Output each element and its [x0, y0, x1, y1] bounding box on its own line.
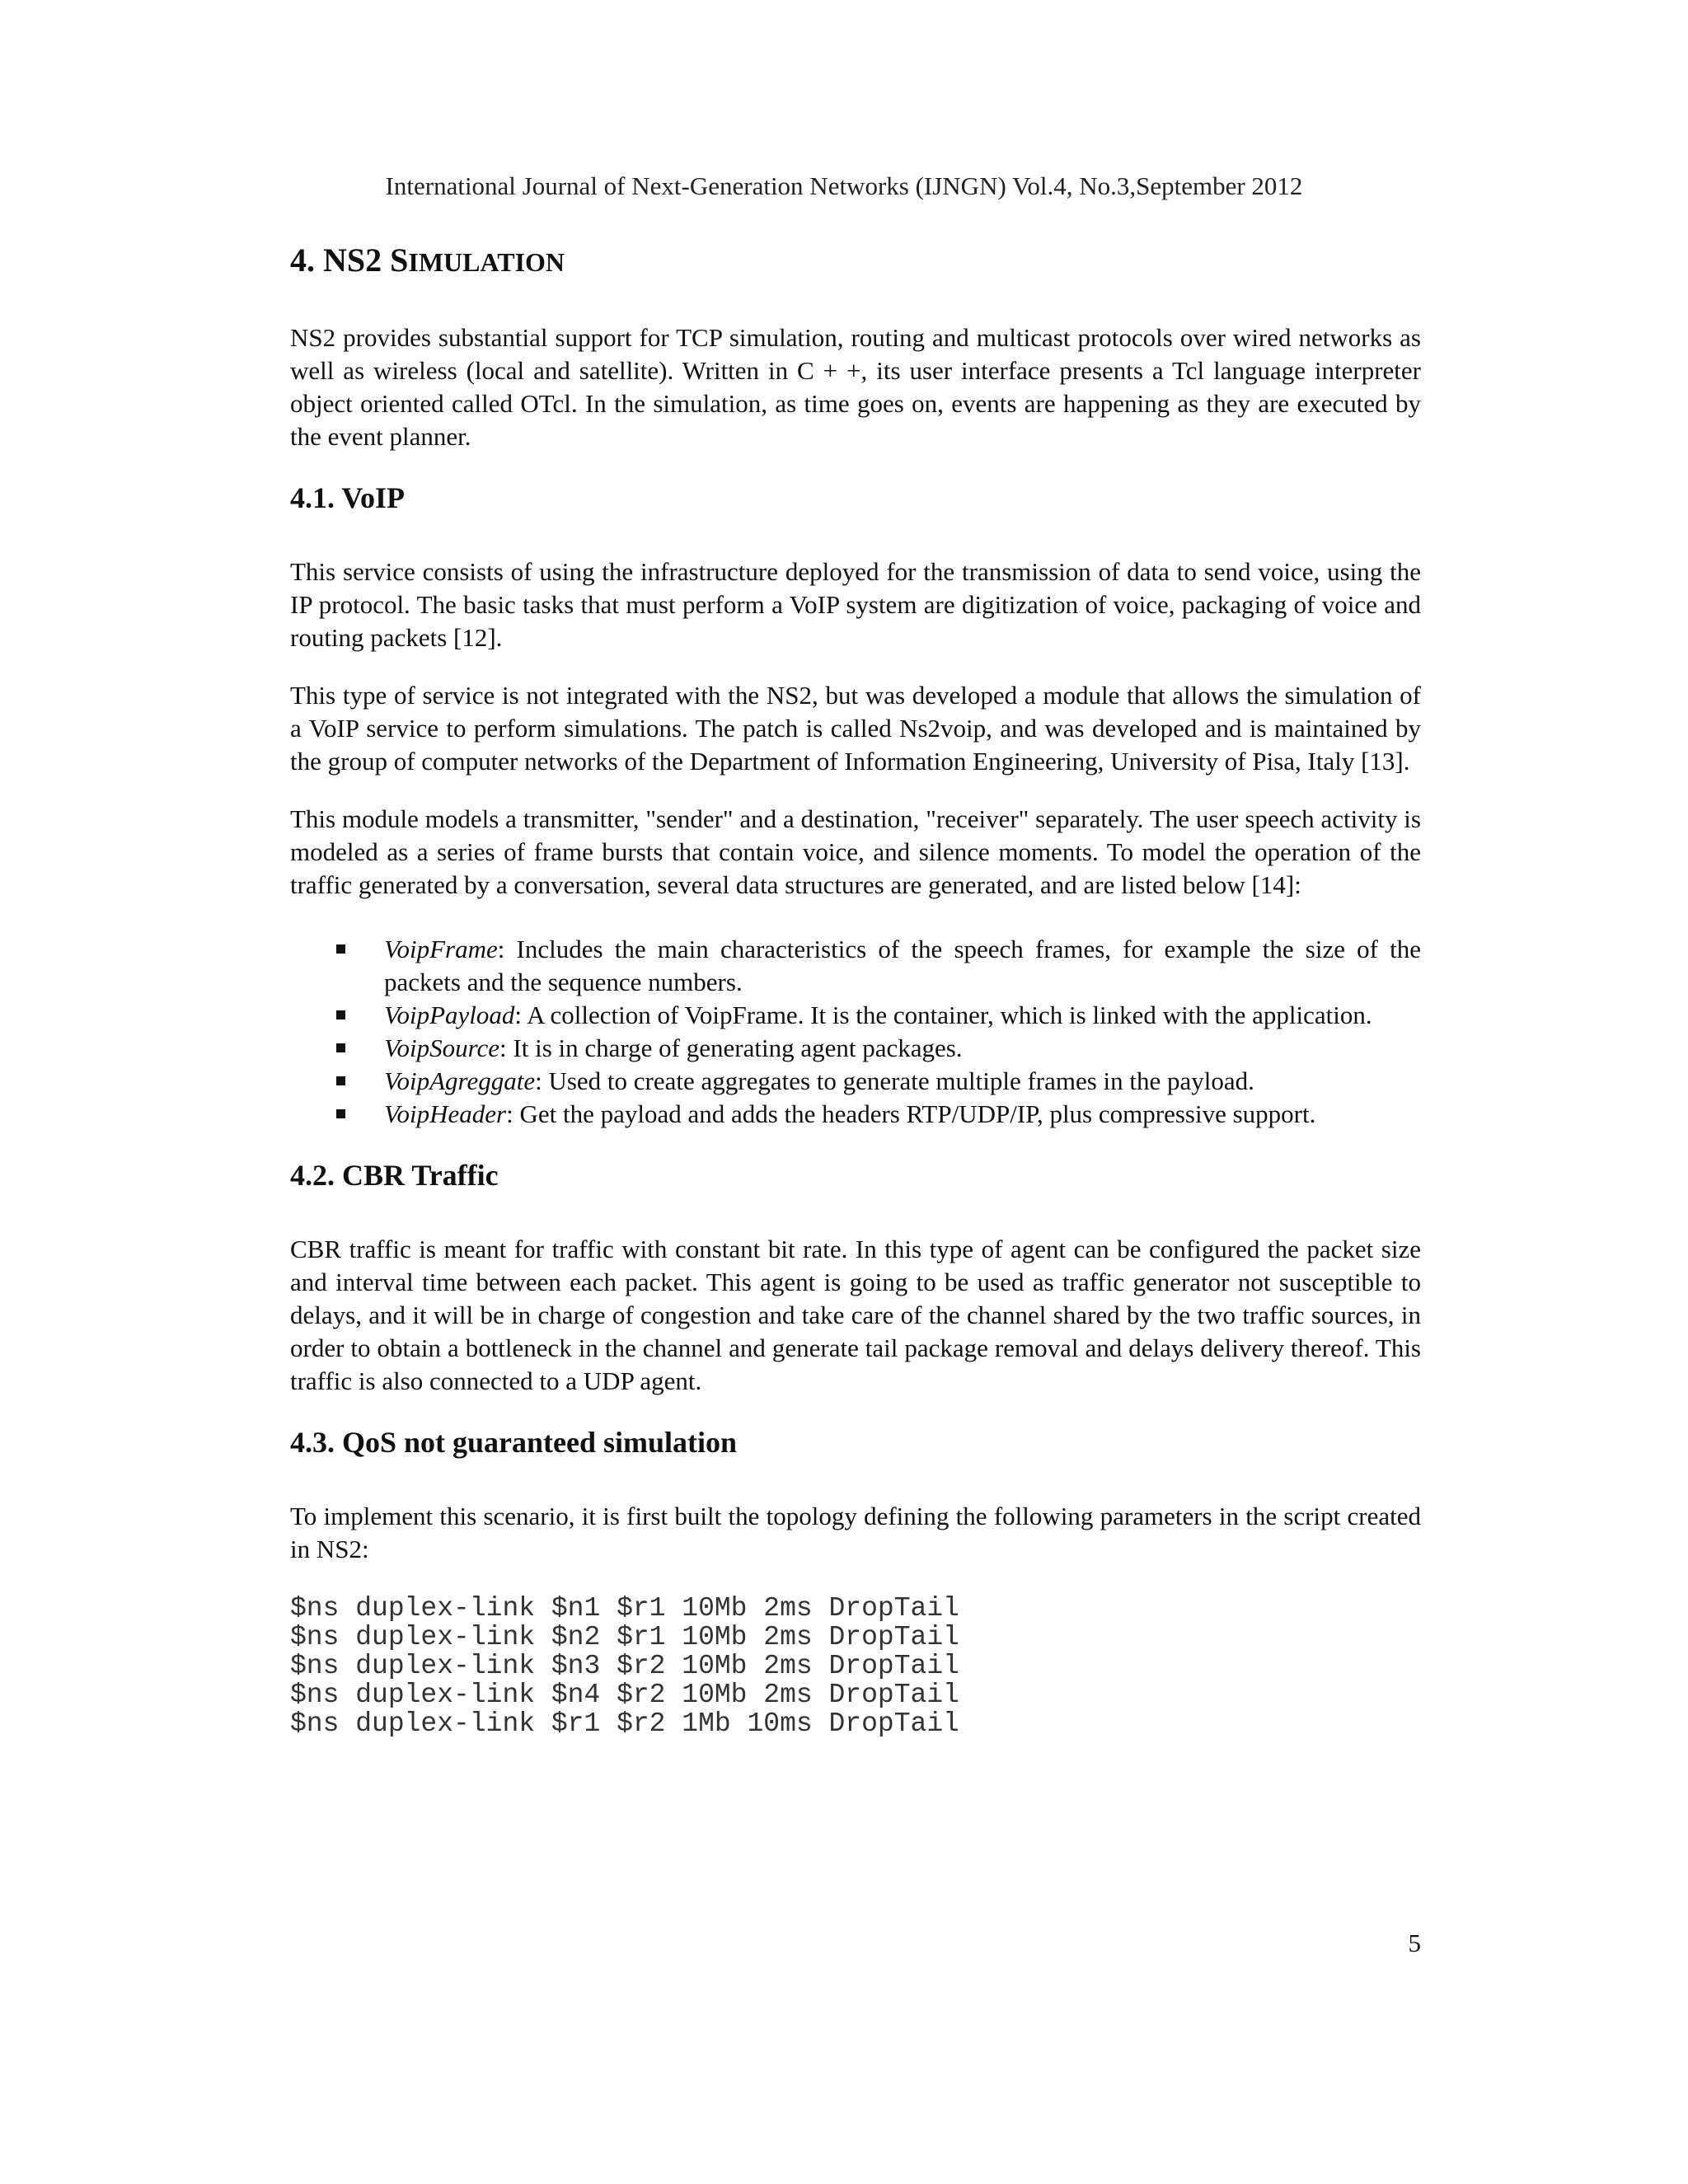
list-item-term: VoipSource	[384, 1033, 500, 1062]
list-item	[290, 1098, 1421, 1131]
code-line: $ns duplex-link $n1 $r1 10Mb 2ms DropTail	[290, 1593, 959, 1624]
code-line: $ns duplex-link $n2 $r1 10Mb 2ms DropTail	[290, 1622, 959, 1652]
list-item-text: : Get the payload and adds the headers RTP/UDP/IP, plus compressive support.	[506, 1099, 1316, 1128]
cbr-paragraph: CBR traffic is meant for traffic with constant bit rate. In this type of agent can be configured the packet size and interval time between each packet. This agent is going to be used as traffic generator not susceptible to delays, and it will be in charge of congestion and take care of the channel shared by the two traffic sources, in order to obtain a bottleneck in the channel and generate tail package removal and delays delivery thereof. This traffic is also connected to a UDP agent.	[290, 1235, 1421, 1395]
list-item-text: : Used to create aggregates to generate multiple frames in the payload.	[535, 1066, 1254, 1095]
list-item	[290, 1065, 1421, 1098]
running-header: International Journal of Next-Generation Networks (IJNGN) Vol.4, No.3,September 2012	[385, 171, 1303, 200]
voip-structures-list	[290, 933, 1421, 1131]
section-4-3-heading: 4.3. QoS not guaranteed simulation	[290, 1426, 738, 1459]
section-4-paragraph: NS2 provides substantial support for TCP simulation, routing and multicast protocols over wired networks as well as wireless (local and satellite). Written in C + +, its user interface presents a Tcl language interpreter object oriented called OTcl. In the simulation, as time goes on, events are happening as they are executed by the event planner.	[290, 323, 1421, 451]
list-item-term: VoipHeader	[384, 1099, 507, 1128]
page-number: 5	[1408, 1929, 1421, 1957]
voip-paragraph-3: This module models a transmitter, "sender" and a destination, "receiver" separately. The user speech activity is modeled as a series of frame bursts that contain voice, and silence moments. To model the operation of the traffic generated by a conversation, several data structures are generated, and are listed below [14]:	[290, 804, 1421, 899]
list-item-term: VoipFrame	[384, 935, 498, 963]
list-item	[290, 933, 1421, 999]
list-item-term: VoipPayload	[384, 1001, 515, 1029]
bullet-square-icon	[336, 944, 345, 954]
bullet-square-icon	[336, 1076, 345, 1085]
section-4-title-rest: IMULATION	[408, 247, 565, 277]
bullet-square-icon	[336, 1043, 345, 1052]
section-4-number: 4. NS2	[290, 241, 391, 279]
list-item-term: VoipAgreggate	[384, 1066, 536, 1095]
voip-paragraph-2: This type of service is not integrated with the NS2, but was developed a module that allows the simulation of a VoIP service to perform simulations. The patch is called Ns2voip, and was developed and is maintained by the group of computer networks of the Department of Information Engineering, University of Pisa, Italy [13].	[290, 681, 1421, 776]
section-4-2-heading: 4.2. CBR Traffic	[290, 1159, 499, 1192]
voip-paragraph-1: This service consists of using the infrastructure deployed for the transmission of data to send voice, using the IP protocol. The basic tasks that must perform a VoIP system are digitization of voice, packaging of voice and routing packets [12].	[290, 557, 1421, 652]
section-4-title-initial: S	[390, 241, 409, 279]
ns2-script-code	[290, 1594, 1421, 1738]
qos-paragraph: To implement this scenario, it is first built the topology defining the following parameters in the script created in NS2:	[290, 1502, 1421, 1563]
list-item	[290, 1032, 1421, 1065]
list-item	[290, 999, 1421, 1032]
section-4-1-heading: 4.1. VoIP	[290, 481, 406, 514]
list-item-text: : It is in charge of generating agent packages.	[499, 1033, 963, 1062]
page-content	[290, 221, 1421, 1738]
code-line: $ns duplex-link $n3 $r2 10Mb 2ms DropTail	[290, 1651, 959, 1681]
bullet-square-icon	[336, 1109, 345, 1118]
code-line: $ns duplex-link $n4 $r2 10Mb 2ms DropTail	[290, 1680, 959, 1710]
section-4-heading	[290, 236, 1421, 287]
bullet-square-icon	[336, 1010, 345, 1019]
list-item-text: : Includes the main characteristics of the speech frames, for example the size of the packets and the sequence numbers.	[384, 935, 1421, 996]
list-item-text: : A collection of VoipFrame. It is the container, which is linked with the application.	[514, 1001, 1372, 1029]
code-line: $ns duplex-link $r1 $r2 1Mb 10ms DropTail	[290, 1708, 959, 1739]
